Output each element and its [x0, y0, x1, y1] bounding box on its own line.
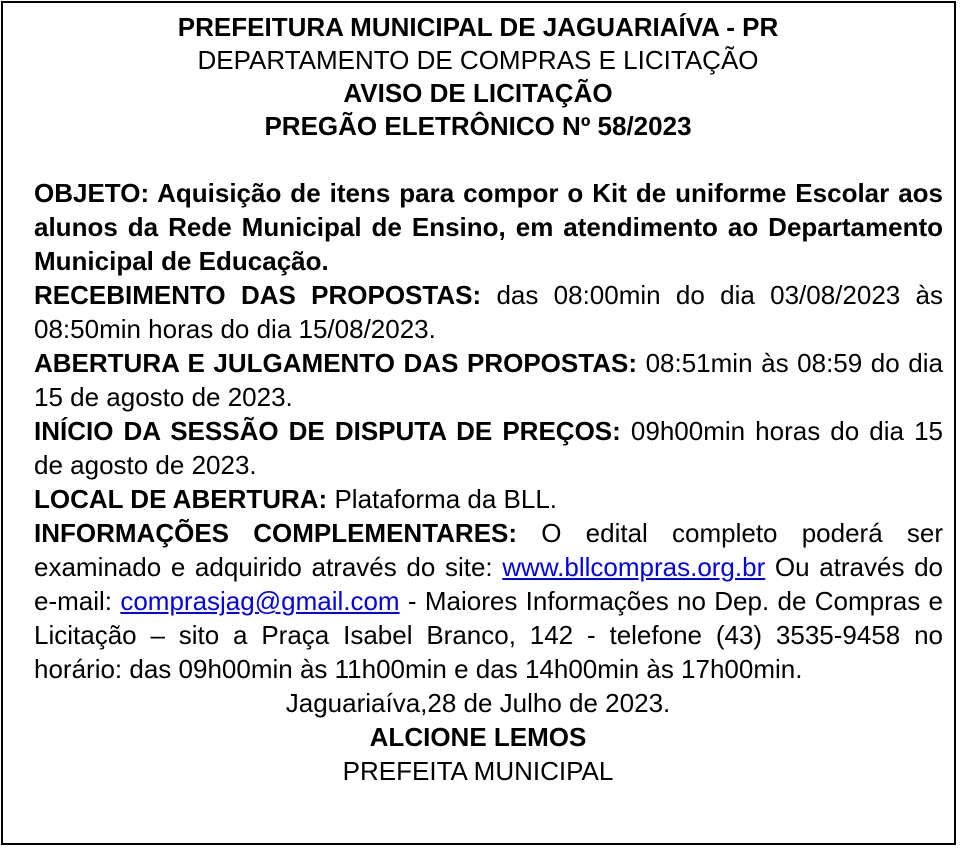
abertura-label: ABERTURA E JULGAMENTO DAS PROPOSTAS: — [34, 348, 637, 378]
local-paragraph — [34, 482, 943, 516]
info-label: INFORMAÇÕES COMPLEMENTARES: — [34, 518, 518, 548]
signatory-role: PREFEITA MUNICIPAL — [342, 756, 614, 786]
auction-number-title: PREGÃO ELETRÔNICO Nº 58/2023 — [264, 111, 692, 141]
email-link[interactable]: comprasjag@gmail.com — [120, 586, 400, 616]
recebimento-text: das 08:00min do dia 03/08/2023 às 08:50min horas do dia 15/08/2023. — [34, 280, 944, 344]
department-title: DEPARTAMENTO DE COMPRAS E LICITAÇÃO — [197, 45, 759, 75]
notice-header — [34, 11, 922, 143]
notice-body — [34, 176, 943, 686]
recebimento-label: RECEBIMENTO DAS PROPOSTAS: — [34, 280, 482, 310]
municipality-title: PREFEITURA MUNICIPAL DE JAGUARIAÍVA - PR — [177, 12, 779, 42]
info-text-3: - Maiores Informações no Dep. de Compras e Licitação – sito a Praça Isabel Branco, 142 - telefone (43) 3535-9458 no horário: das 09h00min às 11h00min e das 14h00min às 17h00min. — [34, 586, 943, 684]
abertura-text: 08:51min às 08:59 do dia 15 de agosto de 2023. — [34, 348, 943, 412]
info-text-1: O edital completo poderá ser examinado e adquirido através do site: — [34, 518, 943, 582]
objeto-label: OBJETO: — [34, 178, 150, 208]
notice-footer — [34, 686, 922, 788]
info-paragraph — [34, 516, 943, 686]
info-text-2: Ou através do e-mail: — [34, 552, 944, 616]
objeto-paragraph — [34, 176, 943, 278]
recebimento-paragraph — [34, 278, 943, 346]
local-label: LOCAL DE ABERTURA: — [34, 484, 328, 514]
inicio-text: 09h00min horas do dia 15 de agosto de 2023. — [34, 416, 943, 480]
abertura-paragraph — [34, 346, 943, 414]
inicio-paragraph — [34, 414, 943, 482]
local-text: Plataforma da BLL. — [334, 484, 558, 514]
signatory-name: ALCIONE LEMOS — [369, 722, 587, 752]
signature-date: Jaguariaíva,28 de Julho de 2023. — [285, 688, 671, 718]
notice-frame — [1, 1, 956, 845]
objeto-text: Aquisição de itens para compor o Kit de uniforme Escolar aos alunos da Rede Municipal de Ensino, em atendimento ao Departamento Municipal de Educação. — [34, 178, 944, 276]
header-spacer — [34, 143, 938, 176]
site-link[interactable]: www.bllcompras.org.br — [502, 552, 766, 582]
inicio-label: INÍCIO DA SESSÃO DE DISPUTA DE PREÇOS: — [34, 416, 621, 446]
notice-type-title: AVISO DE LICITAÇÃO — [343, 78, 613, 108]
